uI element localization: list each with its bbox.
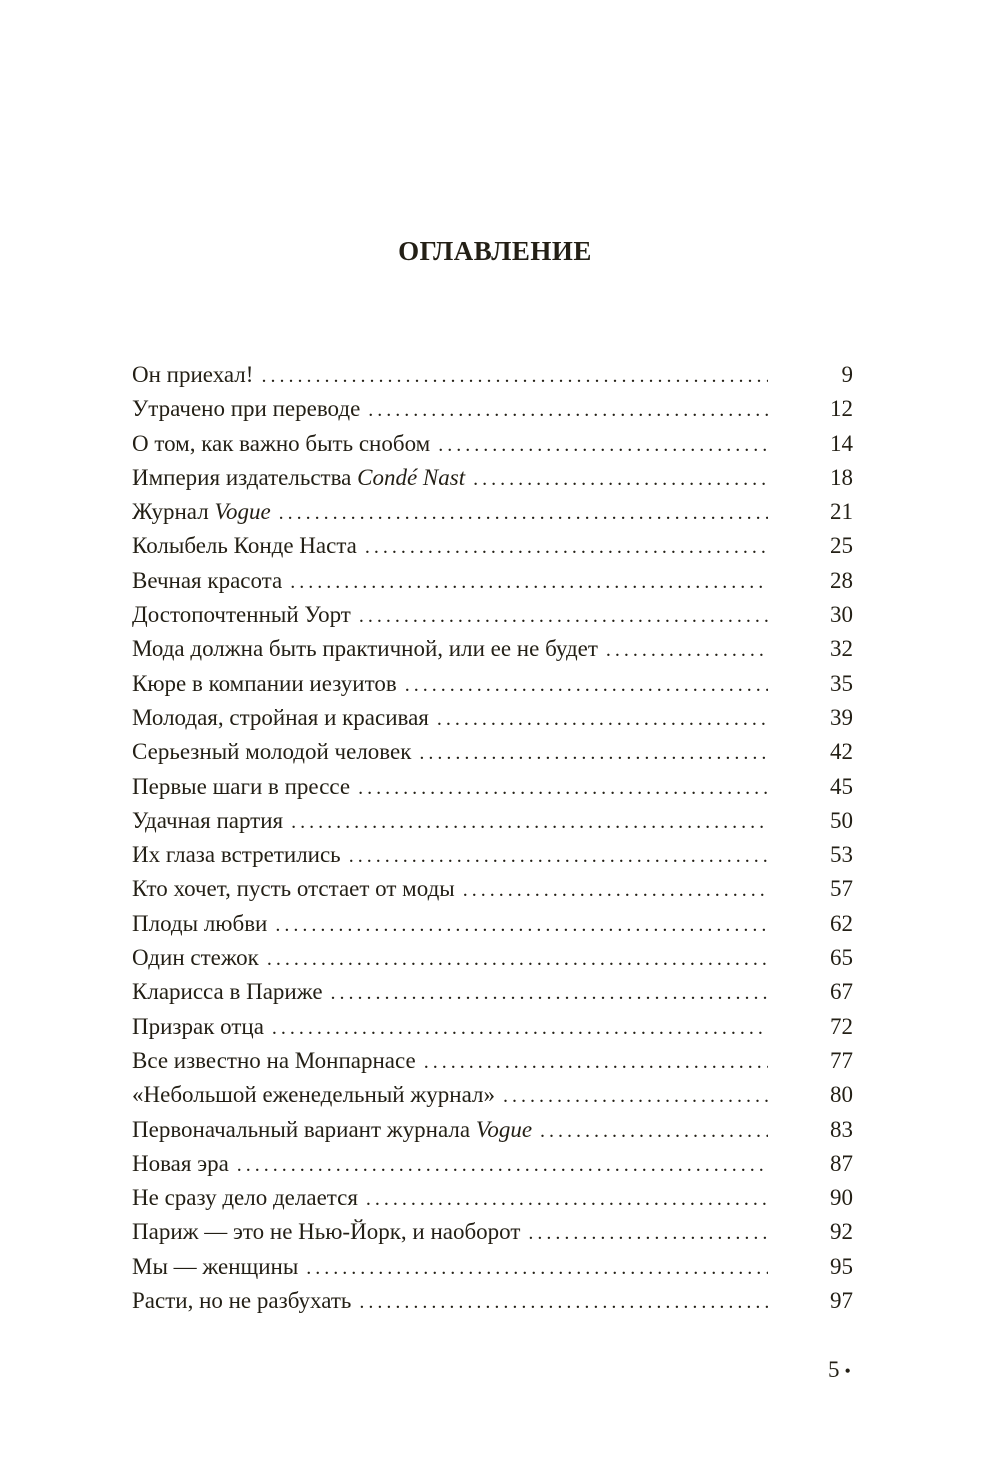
toc-entry-title: [132, 667, 405, 701]
toc-entry: [132, 804, 853, 838]
page-number: [828, 1357, 851, 1383]
toc-entry-page: 50: [830, 807, 853, 833]
dot-leader: [437, 702, 768, 736]
toc-entry-title-text: Молодая, стройная и красивая: [132, 704, 429, 730]
toc-entry-title-text: Плоды любви: [132, 910, 268, 936]
toc-entry-title-text: Расти, но не разбухать: [132, 1288, 352, 1314]
dot-leader: [237, 1148, 768, 1182]
toc-entry-title-text: Мы — женщины: [132, 1253, 299, 1279]
toc-entry-page: 95: [830, 1253, 853, 1279]
toc-entry-title-italic: Vogue: [214, 499, 271, 525]
toc-entry-title: [132, 872, 463, 906]
dot-leader: [359, 1285, 768, 1319]
toc-entry-title-italic: Condé Nast: [357, 464, 466, 490]
toc-entry-title: [132, 598, 359, 632]
toc-entry-title: [132, 632, 606, 666]
toc-entry-title-text: Журнал: [132, 499, 215, 525]
toc-entry: [132, 1250, 853, 1284]
toc-entry-title: [132, 495, 279, 529]
toc-entry-title-text: «Небольшой еженедельный журнал»: [132, 1082, 495, 1108]
toc-entry-title-text: Он приехал!: [132, 362, 254, 387]
toc-entry-title: [132, 975, 331, 1009]
toc-entry-title: [132, 427, 438, 461]
toc-entry: [132, 529, 853, 563]
page-title: ОГЛАВЛЕНИЕ: [398, 236, 592, 266]
toc-entry: [132, 1147, 853, 1181]
toc-entry: [132, 358, 853, 392]
toc-entry: [132, 907, 853, 941]
dot-leader: [306, 1251, 768, 1285]
toc-entry: [132, 598, 853, 632]
dot-leader: [503, 1079, 768, 1113]
toc-entry: [132, 975, 853, 1009]
toc-entry-title: [132, 564, 290, 598]
toc-entry: [132, 1284, 853, 1318]
toc-entry-title-italic: Vogue: [475, 1116, 533, 1142]
toc-entry: [132, 564, 853, 598]
toc-entry-title: [132, 770, 358, 804]
toc-entry-page: 72: [830, 1013, 853, 1039]
toc-entry-title-text: Кто хочет, пусть отстает от моды: [132, 876, 455, 902]
toc-entry-page: 39: [830, 704, 853, 730]
dot-leader: [528, 1216, 768, 1250]
toc-entry: [132, 632, 853, 666]
toc-entry-page: 12: [830, 396, 853, 422]
toc-entry-title-text: Призрак отца: [132, 1013, 264, 1039]
dot-leader: [368, 393, 768, 427]
dot-leader: [359, 599, 768, 633]
dot-leader: [261, 359, 768, 393]
toc-entry-title-text: Кларисса в Париже: [132, 979, 323, 1005]
dot-leader: [606, 633, 768, 667]
toc-entry-page: 90: [830, 1185, 853, 1211]
toc-entry-title: [132, 735, 419, 769]
dot-leader: [365, 530, 768, 564]
toc-entry-title: [132, 1215, 528, 1249]
toc-entry-title: [132, 392, 368, 426]
toc-entry: [132, 838, 853, 872]
toc-entry: [132, 495, 853, 529]
dot-leader: [331, 976, 768, 1010]
toc-entry-title-text: Серьезный молодой человек: [132, 739, 412, 765]
toc-entry-title-text: Удачная партия: [132, 807, 284, 833]
dot-leader: [473, 462, 768, 496]
toc-entry-page: 80: [830, 1082, 853, 1108]
toc-entry-title-text: Первоначальный вариант журнала: [132, 1116, 476, 1142]
toc-entry-title-text: Все известно на Монпарнасе: [132, 1047, 416, 1073]
toc-entry-page: 77: [830, 1047, 853, 1073]
toc-entry-title-text: Кюре в компании иезуитов: [132, 670, 397, 696]
toc-entry: [132, 392, 853, 426]
dot-leader: [366, 1182, 768, 1216]
dot-leader: [290, 565, 768, 599]
dot-leader: [405, 668, 768, 702]
toc-entry-page: 97: [830, 1288, 853, 1314]
toc-entry-page: 9: [841, 362, 853, 387]
toc-entry-title-text: Вечная красота: [132, 567, 283, 593]
toc-entry-title-text: Не сразу дело делается: [132, 1185, 358, 1211]
toc-entry-page: 65: [830, 945, 853, 971]
toc-entry: [132, 735, 853, 769]
toc-entry-title: [132, 941, 267, 975]
toc-entry-title: [132, 1181, 366, 1215]
table-of-contents: [132, 358, 853, 1318]
toc-entry-title: [132, 1147, 237, 1181]
toc-entry: [132, 1215, 853, 1249]
dot-leader: [540, 1114, 768, 1148]
toc-entry-page: 25: [830, 533, 853, 559]
toc-entry-page: 83: [830, 1116, 853, 1142]
toc-entry-page: 18: [830, 464, 853, 490]
toc-entry: [132, 1181, 853, 1215]
toc-entry-title-text: Утрачено при переводе: [132, 396, 361, 422]
toc-entry-title-text: Империя издательства: [132, 464, 358, 490]
toc-entry-page: 92: [830, 1219, 853, 1245]
toc-entry: [132, 1078, 853, 1112]
toc-entry: [132, 770, 853, 804]
dot-leader: [438, 428, 768, 462]
toc-entry-title: [132, 1284, 359, 1318]
toc-entry-page: 57: [830, 876, 853, 902]
toc-entry-title: [132, 1113, 540, 1147]
toc-entry: [132, 701, 853, 735]
toc-entry-title: [132, 1250, 306, 1284]
toc-entry-title-text: О том, как важно быть снобом: [132, 430, 431, 456]
toc-entry: [132, 427, 853, 461]
toc-entry: [132, 1044, 853, 1078]
toc-entry-title-text: Новая эра: [132, 1150, 229, 1176]
dot-leader: [291, 805, 768, 839]
dot-leader: [349, 839, 768, 873]
toc-entry-title-text: Париж — это не Нью-Йорк, и наоборот: [132, 1219, 521, 1245]
toc-entry-title: [132, 529, 365, 563]
toc-entry-page: 45: [830, 773, 853, 799]
toc-entry-title: [132, 461, 473, 495]
dot-leader: [275, 908, 768, 942]
toc-entry-page: 53: [830, 842, 853, 868]
dot-leader: [279, 496, 768, 530]
toc-entry-page: 67: [830, 979, 853, 1005]
toc-entry-page: 42: [830, 739, 853, 765]
folio-number: 5: [828, 1357, 840, 1382]
dot-leader: [267, 942, 768, 976]
toc-entry: [132, 1010, 853, 1044]
toc-entry: [132, 872, 853, 906]
toc-entry-title-text: Первые шаги в прессе: [132, 773, 351, 799]
toc-entry-title: [132, 907, 275, 941]
toc-entry-title: [132, 1078, 503, 1112]
toc-entry-title-text: Мода должна быть практичной, или ее не будет: [132, 636, 598, 662]
toc-entry: [132, 941, 853, 975]
toc-entry-page: 21: [830, 499, 853, 525]
toc-entry-title-text: Их глаза встретились: [132, 842, 341, 868]
toc-entry-title: [132, 1010, 272, 1044]
toc-entry-title-text: Колыбель Конде Наста: [132, 533, 357, 559]
toc-entry: [132, 461, 853, 495]
toc-entry-page: 30: [830, 602, 853, 628]
toc-entry-page: 35: [830, 670, 853, 696]
folio-bullet-icon: •: [844, 1361, 851, 1381]
toc-entry-page: 14: [830, 430, 853, 456]
toc-entry-page: 87: [830, 1150, 853, 1176]
dot-leader: [358, 771, 768, 805]
toc-entry-title: [132, 1044, 424, 1078]
toc-entry-title-text: Достопочтенный Уорт: [132, 602, 351, 628]
dot-leader: [419, 736, 768, 770]
toc-entry-title: [132, 804, 291, 838]
dot-leader: [424, 1045, 768, 1079]
toc-entry-title: [132, 358, 261, 392]
toc-entry-title-text: Один стежок: [132, 945, 259, 971]
toc-entry-title: [132, 838, 349, 872]
toc-entry-title: [132, 701, 437, 735]
toc-entry-page: 28: [830, 567, 853, 593]
toc-entry: [132, 667, 853, 701]
dot-leader: [463, 873, 768, 907]
dot-leader: [272, 1011, 768, 1045]
toc-entry: [132, 1113, 853, 1147]
toc-entry-page: 32: [830, 636, 853, 662]
toc-entry-page: 62: [830, 910, 853, 936]
